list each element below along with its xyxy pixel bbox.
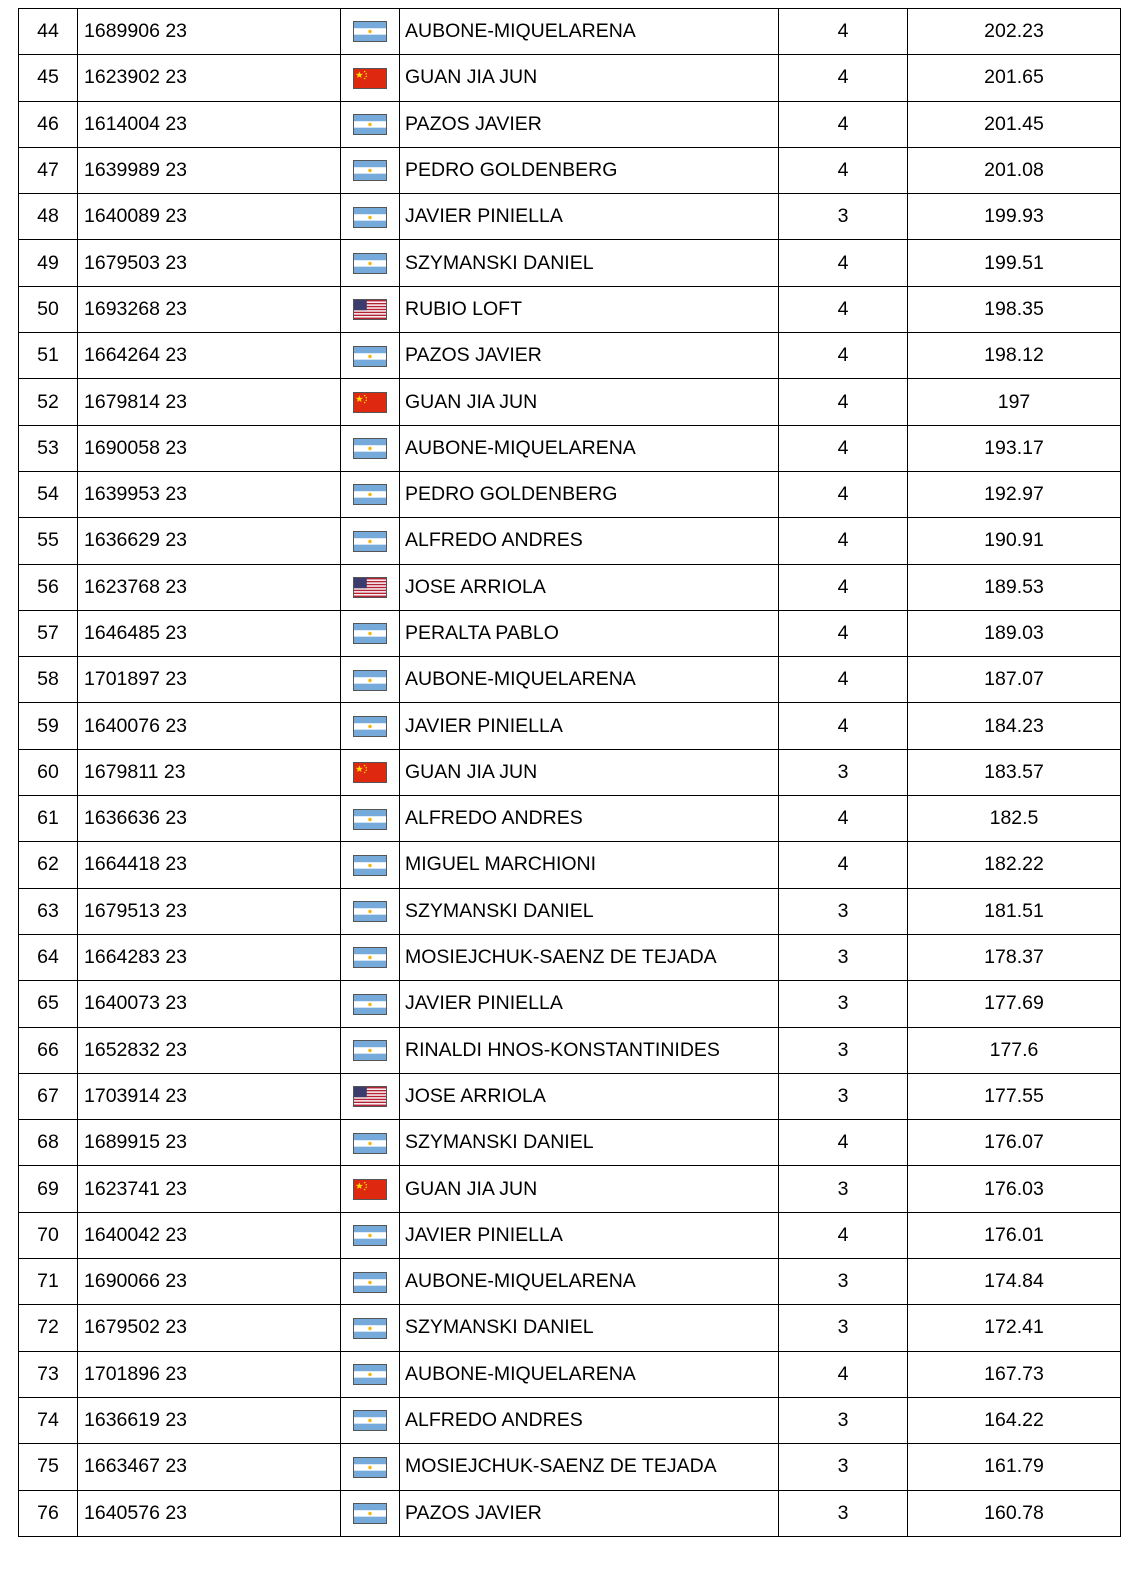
loft-name-cell: RINALDI HNOS-KONSTANTINIDES (400, 1027, 779, 1073)
flag-cell (341, 471, 400, 517)
china-flag-icon (353, 762, 387, 783)
flag-cell (341, 1166, 400, 1212)
loft-name-cell: MOSIEJCHUK-SAENZ DE TEJADA (400, 934, 779, 980)
loft-name-cell: MOSIEJCHUK-SAENZ DE TEJADA (400, 1444, 779, 1490)
score-cell: 183.57 (908, 749, 1121, 795)
table-row (19, 934, 1121, 980)
position-cell: 55 (19, 518, 78, 564)
score-cell: 167.73 (908, 1351, 1121, 1397)
argentina-flag-icon (353, 21, 387, 42)
flag-cell (341, 425, 400, 471)
argentina-flag-icon (353, 1225, 387, 1246)
ring-number-cell: 1679811 23 (78, 749, 341, 795)
argentina-flag-icon (353, 1272, 387, 1293)
flag-cell (341, 333, 400, 379)
score-cell: 193.17 (908, 425, 1121, 471)
flag-cell (341, 194, 400, 240)
birds-count-cell: 4 (779, 286, 908, 332)
birds-count-cell: 3 (779, 981, 908, 1027)
flag-cell (341, 1259, 400, 1305)
loft-name-cell: SZYMANSKI DANIEL (400, 1305, 779, 1351)
table-row (19, 610, 1121, 656)
china-flag-icon (353, 1179, 387, 1200)
flag-cell (341, 796, 400, 842)
results-table (18, 8, 1121, 1537)
argentina-flag-icon (353, 994, 387, 1015)
flag-cell (341, 286, 400, 332)
ring-number-cell: 1701896 23 (78, 1351, 341, 1397)
ring-number-cell: 1614004 23 (78, 101, 341, 147)
birds-count-cell: 4 (779, 9, 908, 55)
position-cell: 49 (19, 240, 78, 286)
ring-number-cell: 1636619 23 (78, 1397, 341, 1443)
ring-number-cell: 1679814 23 (78, 379, 341, 425)
score-cell: 176.01 (908, 1212, 1121, 1258)
loft-name-cell: AUBONE-MIQUELARENA (400, 425, 779, 471)
table-row (19, 333, 1121, 379)
position-cell: 66 (19, 1027, 78, 1073)
position-cell: 50 (19, 286, 78, 332)
birds-count-cell: 3 (779, 194, 908, 240)
position-cell: 64 (19, 934, 78, 980)
score-cell: 197 (908, 379, 1121, 425)
position-cell: 69 (19, 1166, 78, 1212)
loft-name-cell: ALFREDO ANDRES (400, 1397, 779, 1443)
position-cell: 71 (19, 1259, 78, 1305)
birds-count-cell: 3 (779, 749, 908, 795)
flag-cell (341, 101, 400, 147)
ring-number-cell: 1640089 23 (78, 194, 341, 240)
ring-number-cell: 1652832 23 (78, 1027, 341, 1073)
usa-flag-icon (353, 577, 387, 598)
table-row (19, 888, 1121, 934)
loft-name-cell: PAZOS JAVIER (400, 1490, 779, 1536)
flag-cell (341, 9, 400, 55)
argentina-flag-icon (353, 855, 387, 876)
position-cell: 72 (19, 1305, 78, 1351)
loft-name-cell: GUAN JIA JUN (400, 55, 779, 101)
birds-count-cell: 3 (779, 1027, 908, 1073)
loft-name-cell: PEDRO GOLDENBERG (400, 147, 779, 193)
flag-cell (341, 1212, 400, 1258)
argentina-flag-icon (353, 1410, 387, 1431)
ring-number-cell: 1664264 23 (78, 333, 341, 379)
birds-count-cell: 4 (779, 610, 908, 656)
score-cell: 181.51 (908, 888, 1121, 934)
table-row (19, 1073, 1121, 1119)
score-cell: 199.51 (908, 240, 1121, 286)
score-cell: 172.41 (908, 1305, 1121, 1351)
position-cell: 73 (19, 1351, 78, 1397)
birds-count-cell: 3 (779, 1397, 908, 1443)
table-row (19, 796, 1121, 842)
birds-count-cell: 4 (779, 1212, 908, 1258)
flag-cell (341, 1073, 400, 1119)
position-cell: 62 (19, 842, 78, 888)
position-cell: 51 (19, 333, 78, 379)
ring-number-cell: 1689915 23 (78, 1120, 341, 1166)
argentina-flag-icon (353, 623, 387, 644)
argentina-flag-icon (353, 531, 387, 552)
position-cell: 60 (19, 749, 78, 795)
loft-name-cell: GUAN JIA JUN (400, 379, 779, 425)
birds-count-cell: 4 (779, 471, 908, 517)
flag-cell (341, 1351, 400, 1397)
ring-number-cell: 1636636 23 (78, 796, 341, 842)
flag-cell (341, 147, 400, 193)
flag-cell (341, 1305, 400, 1351)
position-cell: 65 (19, 981, 78, 1027)
birds-count-cell: 4 (779, 564, 908, 610)
ring-number-cell: 1640042 23 (78, 1212, 341, 1258)
flag-cell (341, 703, 400, 749)
birds-count-cell: 4 (779, 1120, 908, 1166)
ring-number-cell: 1689906 23 (78, 9, 341, 55)
argentina-flag-icon (353, 947, 387, 968)
flag-cell (341, 888, 400, 934)
table-row (19, 55, 1121, 101)
table-row (19, 1212, 1121, 1258)
table-row (19, 194, 1121, 240)
score-cell: 201.45 (908, 101, 1121, 147)
table-row (19, 703, 1121, 749)
ring-number-cell: 1640076 23 (78, 703, 341, 749)
argentina-flag-icon (353, 1503, 387, 1524)
birds-count-cell: 4 (779, 703, 908, 749)
flag-cell (341, 842, 400, 888)
score-cell: 189.03 (908, 610, 1121, 656)
birds-count-cell: 4 (779, 379, 908, 425)
position-cell: 45 (19, 55, 78, 101)
loft-name-cell: JAVIER PINIELLA (400, 703, 779, 749)
loft-name-cell: AUBONE-MIQUELARENA (400, 1351, 779, 1397)
score-cell: 201.65 (908, 55, 1121, 101)
score-cell: 190.91 (908, 518, 1121, 564)
argentina-flag-icon (353, 253, 387, 274)
position-cell: 61 (19, 796, 78, 842)
ring-number-cell: 1646485 23 (78, 610, 341, 656)
position-cell: 75 (19, 1444, 78, 1490)
ring-number-cell: 1663467 23 (78, 1444, 341, 1490)
ring-number-cell: 1664418 23 (78, 842, 341, 888)
score-cell: 161.79 (908, 1444, 1121, 1490)
position-cell: 47 (19, 147, 78, 193)
loft-name-cell: GUAN JIA JUN (400, 749, 779, 795)
birds-count-cell: 4 (779, 842, 908, 888)
loft-name-cell: GUAN JIA JUN (400, 1166, 779, 1212)
argentina-flag-icon (353, 160, 387, 181)
loft-name-cell: PERALTA PABLO (400, 610, 779, 656)
birds-count-cell: 3 (779, 1305, 908, 1351)
loft-name-cell: AUBONE-MIQUELARENA (400, 9, 779, 55)
birds-count-cell: 4 (779, 518, 908, 564)
argentina-flag-icon (353, 1364, 387, 1385)
ring-number-cell: 1701897 23 (78, 657, 341, 703)
table-row (19, 1305, 1121, 1351)
ring-number-cell: 1623768 23 (78, 564, 341, 610)
table-row (19, 471, 1121, 517)
birds-count-cell: 3 (779, 934, 908, 980)
table-row (19, 1120, 1121, 1166)
score-cell: 189.53 (908, 564, 1121, 610)
loft-name-cell: JOSE ARRIOLA (400, 564, 779, 610)
loft-name-cell: PAZOS JAVIER (400, 101, 779, 147)
table-row (19, 657, 1121, 703)
score-cell: 176.03 (908, 1166, 1121, 1212)
flag-cell (341, 1397, 400, 1443)
position-cell: 56 (19, 564, 78, 610)
loft-name-cell: JAVIER PINIELLA (400, 981, 779, 1027)
flag-cell (341, 1120, 400, 1166)
position-cell: 52 (19, 379, 78, 425)
score-cell: 177.6 (908, 1027, 1121, 1073)
loft-name-cell: SZYMANSKI DANIEL (400, 888, 779, 934)
flag-cell (341, 1027, 400, 1073)
flag-cell (341, 240, 400, 286)
position-cell: 59 (19, 703, 78, 749)
table-row (19, 1490, 1121, 1536)
table-row (19, 1259, 1121, 1305)
table-row (19, 286, 1121, 332)
loft-name-cell: SZYMANSKI DANIEL (400, 240, 779, 286)
score-cell: 176.07 (908, 1120, 1121, 1166)
birds-count-cell: 4 (779, 425, 908, 471)
birds-count-cell: 4 (779, 147, 908, 193)
loft-name-cell: PEDRO GOLDENBERG (400, 471, 779, 517)
loft-name-cell: JAVIER PINIELLA (400, 1212, 779, 1258)
loft-name-cell: AUBONE-MIQUELARENA (400, 657, 779, 703)
birds-count-cell: 3 (779, 1166, 908, 1212)
ring-number-cell: 1623902 23 (78, 55, 341, 101)
score-cell: 198.35 (908, 286, 1121, 332)
position-cell: 44 (19, 9, 78, 55)
position-cell: 74 (19, 1397, 78, 1443)
birds-count-cell: 4 (779, 1351, 908, 1397)
ring-number-cell: 1690066 23 (78, 1259, 341, 1305)
table-row (19, 101, 1121, 147)
results-table-body (19, 9, 1121, 1537)
flag-cell (341, 518, 400, 564)
score-cell: 182.5 (908, 796, 1121, 842)
position-cell: 63 (19, 888, 78, 934)
argentina-flag-icon (353, 809, 387, 830)
birds-count-cell: 4 (779, 240, 908, 286)
ring-number-cell: 1636629 23 (78, 518, 341, 564)
argentina-flag-icon (353, 1318, 387, 1339)
ring-number-cell: 1664283 23 (78, 934, 341, 980)
argentina-flag-icon (353, 438, 387, 459)
argentina-flag-icon (353, 670, 387, 691)
score-cell: 177.55 (908, 1073, 1121, 1119)
score-cell: 201.08 (908, 147, 1121, 193)
table-row (19, 749, 1121, 795)
loft-name-cell: JOSE ARRIOLA (400, 1073, 779, 1119)
score-cell: 177.69 (908, 981, 1121, 1027)
table-row (19, 379, 1121, 425)
loft-name-cell: ALFREDO ANDRES (400, 518, 779, 564)
table-row (19, 1351, 1121, 1397)
flag-cell (341, 981, 400, 1027)
birds-count-cell: 4 (779, 101, 908, 147)
argentina-flag-icon (353, 346, 387, 367)
argentina-flag-icon (353, 1040, 387, 1061)
table-row (19, 1166, 1121, 1212)
flag-cell (341, 657, 400, 703)
score-cell: 184.23 (908, 703, 1121, 749)
loft-name-cell: PAZOS JAVIER (400, 333, 779, 379)
usa-flag-icon (353, 299, 387, 320)
score-cell: 164.22 (908, 1397, 1121, 1443)
flag-cell (341, 1444, 400, 1490)
position-cell: 46 (19, 101, 78, 147)
score-cell: 198.12 (908, 333, 1121, 379)
table-row (19, 240, 1121, 286)
score-cell: 160.78 (908, 1490, 1121, 1536)
table-row (19, 147, 1121, 193)
score-cell: 192.97 (908, 471, 1121, 517)
argentina-flag-icon (353, 114, 387, 135)
birds-count-cell: 3 (779, 1490, 908, 1536)
ring-number-cell: 1639953 23 (78, 471, 341, 517)
argentina-flag-icon (353, 207, 387, 228)
ring-number-cell: 1639989 23 (78, 147, 341, 193)
ring-number-cell: 1679503 23 (78, 240, 341, 286)
position-cell: 53 (19, 425, 78, 471)
table-row (19, 981, 1121, 1027)
table-row (19, 425, 1121, 471)
ring-number-cell: 1640576 23 (78, 1490, 341, 1536)
argentina-flag-icon (353, 901, 387, 922)
position-cell: 70 (19, 1212, 78, 1258)
china-flag-icon (353, 392, 387, 413)
birds-count-cell: 3 (779, 888, 908, 934)
loft-name-cell: JAVIER PINIELLA (400, 194, 779, 240)
ring-number-cell: 1623741 23 (78, 1166, 341, 1212)
table-row (19, 9, 1121, 55)
table-row (19, 1027, 1121, 1073)
position-cell: 54 (19, 471, 78, 517)
flag-cell (341, 55, 400, 101)
birds-count-cell: 4 (779, 55, 908, 101)
position-cell: 48 (19, 194, 78, 240)
ring-number-cell: 1679502 23 (78, 1305, 341, 1351)
flag-cell (341, 564, 400, 610)
loft-name-cell: RUBIO LOFT (400, 286, 779, 332)
ring-number-cell: 1693268 23 (78, 286, 341, 332)
flag-cell (341, 934, 400, 980)
birds-count-cell: 4 (779, 333, 908, 379)
ring-number-cell: 1640073 23 (78, 981, 341, 1027)
flag-cell (341, 1490, 400, 1536)
table-row (19, 1397, 1121, 1443)
loft-name-cell: SZYMANSKI DANIEL (400, 1120, 779, 1166)
table-row (19, 564, 1121, 610)
ring-number-cell: 1679513 23 (78, 888, 341, 934)
position-cell: 68 (19, 1120, 78, 1166)
flag-cell (341, 749, 400, 795)
loft-name-cell: MIGUEL MARCHIONI (400, 842, 779, 888)
birds-count-cell: 4 (779, 796, 908, 842)
ring-number-cell: 1690058 23 (78, 425, 341, 471)
argentina-flag-icon (353, 716, 387, 737)
flag-cell (341, 379, 400, 425)
ring-number-cell: 1703914 23 (78, 1073, 341, 1119)
score-cell: 187.07 (908, 657, 1121, 703)
birds-count-cell: 3 (779, 1259, 908, 1305)
score-cell: 202.23 (908, 9, 1121, 55)
flag-cell (341, 610, 400, 656)
position-cell: 76 (19, 1490, 78, 1536)
table-row (19, 518, 1121, 564)
birds-count-cell: 3 (779, 1444, 908, 1490)
china-flag-icon (353, 68, 387, 89)
score-cell: 182.22 (908, 842, 1121, 888)
score-cell: 178.37 (908, 934, 1121, 980)
position-cell: 58 (19, 657, 78, 703)
loft-name-cell: ALFREDO ANDRES (400, 796, 779, 842)
argentina-flag-icon (353, 1457, 387, 1478)
score-cell: 199.93 (908, 194, 1121, 240)
position-cell: 57 (19, 610, 78, 656)
table-row (19, 1444, 1121, 1490)
position-cell: 67 (19, 1073, 78, 1119)
birds-count-cell: 4 (779, 657, 908, 703)
argentina-flag-icon (353, 1133, 387, 1154)
table-row (19, 842, 1121, 888)
score-cell: 174.84 (908, 1259, 1121, 1305)
loft-name-cell: AUBONE-MIQUELARENA (400, 1259, 779, 1305)
usa-flag-icon (353, 1086, 387, 1107)
birds-count-cell: 3 (779, 1073, 908, 1119)
argentina-flag-icon (353, 484, 387, 505)
